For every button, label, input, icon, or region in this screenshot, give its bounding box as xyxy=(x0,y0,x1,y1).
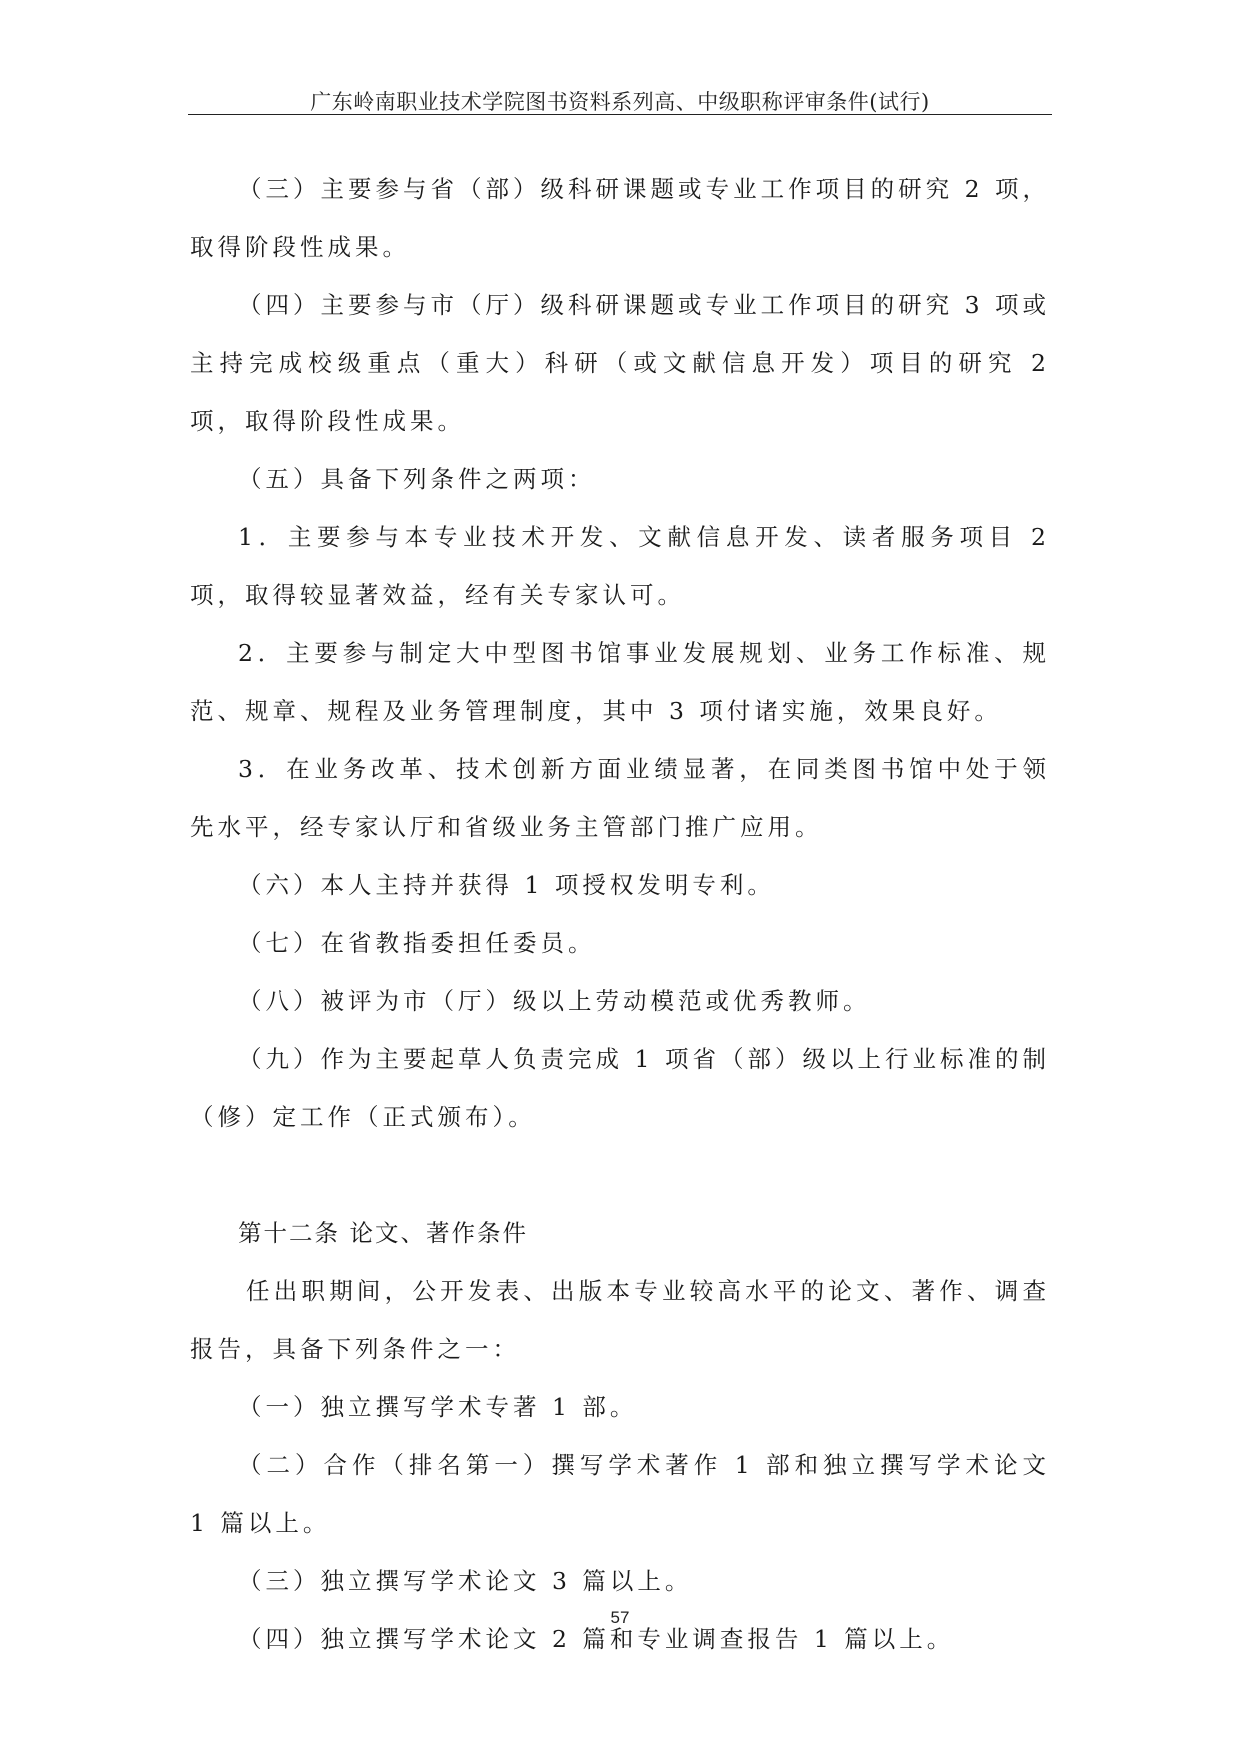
section-heading: 第十二条 论文、著作条件 xyxy=(238,1219,528,1247)
section-item: （三）独立撰写学术论文 3 篇以上。 xyxy=(238,1567,693,1595)
paragraph: （九）作为主要起草人负责完成 1 项省（部）级以上行业标准的制（修）定工作（正式颁布）。 xyxy=(190,1045,1050,1131)
paragraph: （三）主要参与省（部）级科研课题或专业工作项目的研究 2 项，取得阶段性成果。 xyxy=(190,175,1050,261)
section-intro: 任出职期间，公开发表、出版本专业较高水平的论文、著作、调查报告，具备下列条件之一： xyxy=(190,1277,1050,1363)
running-header-title: 广东岭南职业技术学院图书资料系列高、中级职称评审条件(试行) xyxy=(310,90,930,114)
paragraph: （七）在省教指委担任委员。 xyxy=(238,929,596,957)
document-body xyxy=(190,160,1050,1668)
paragraph: 1．主要参与本专业技术开发、文献信息开发、读者服务项目 2 项，取得较显著效益，经有关专家认可。 xyxy=(190,523,1050,609)
section-item: （二）合作（排名第一）撰写学术著作 1 部和独立撰写学术论文 1 篇以上。 xyxy=(190,1451,1050,1537)
paragraph: （六）本人主持并获得 1 项授权发明专利。 xyxy=(238,871,775,899)
header-divider xyxy=(188,114,1052,115)
paragraph: （八）被评为市（厅）级以上劳动模范或优秀教师。 xyxy=(238,987,871,1015)
section-item: （一）独立撰写学术专著 1 部。 xyxy=(238,1393,638,1421)
page-number: 57 xyxy=(610,1608,630,1627)
paragraph: 3．在业务改革、技术创新方面业绩显著，在同类图书馆中处于领先水平，经专家认厅和省级业务主管部门推广应用。 xyxy=(190,755,1050,841)
section-item: （四）独立撰写学术论文 2 篇和专业调查报告 1 篇以上。 xyxy=(238,1625,955,1653)
paragraph: （四）主要参与市（厅）级科研课题或专业工作项目的研究 3 项或主持完成校级重点（重大）科研（或文献信息开发）项目的研究 2 项，取得阶段性成果。 xyxy=(190,291,1050,435)
paragraph: 2．主要参与制定大中型图书馆事业发展规划、业务工作标准、规范、规章、规程及业务管理制度，其中 3 项付诸实施，效果良好。 xyxy=(190,639,1050,725)
paragraph: （五）具备下列条件之两项： xyxy=(238,465,596,493)
